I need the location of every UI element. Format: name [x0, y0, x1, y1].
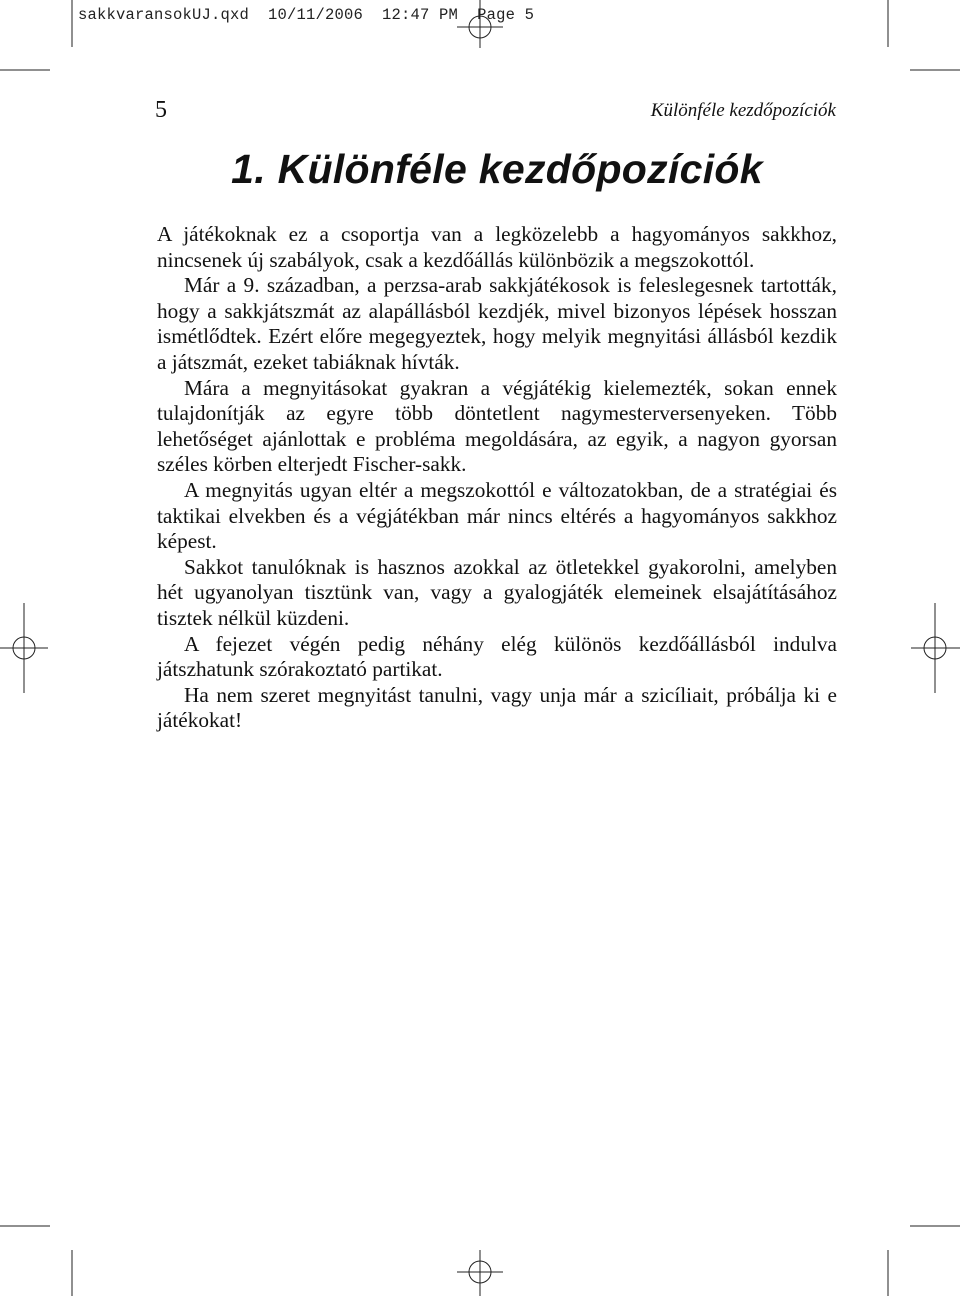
- body-text: [157, 222, 837, 734]
- registration-mark-bottom: [457, 1250, 503, 1296]
- registration-mark-top: [457, 0, 503, 48]
- chapter-title: 1. Különféle kezdőpozíciók: [231, 146, 763, 192]
- paragraph: A játékoknak ez a csoportja van a legközelebb a hagyományos sakkhoz, nincsenek új szabályok, csak a kezdőállás különbözik a megszokottól.: [157, 222, 837, 272]
- paragraph: Ha nem szeret megnyitást tanulni, vagy unja már a szicíliait, próbálja ki e játékokat!: [157, 682, 837, 733]
- page-number: 5: [155, 97, 167, 123]
- running-head: Különféle kezdőpozíciók: [650, 100, 836, 121]
- print-slug-line: sakkvaransokUJ.qxd 10/11/2006 12:47 PM Page 5: [78, 6, 535, 24]
- paragraph: A fejezet végén pedig néhány elég különös kezdőállásból indulva játszhatunk szórakoztató partikat.: [157, 631, 837, 682]
- paragraph: A megnyitás ugyan eltér a megszokottól e változatokban, de a stratégiai és taktikai elvekben és a végjátékban már nincs eltérés a hagyományos sakkhoz képest.: [157, 477, 837, 554]
- paragraph: Mára a megnyitásokat gyakran a végjátékig kielemezték, sokan ennek tulajdonítják az egyre több döntetlent nagymesterversenyeken. Több lehetőséget ajánlottak e probléma megoldására, az egyik, a nagyon gyorsan széles körben elterjedt Fischer-sakk.: [157, 375, 837, 477]
- paragraph: Sakkot tanulóknak is hasznos azokkal az ötletekkel gyakorolni, amelyben hét ugyanolyan tisztünk van, vagy a gyalogjáték elemeinek elsajátításához tisztek nélkül küzdeni.: [157, 554, 837, 630]
- registration-mark-left: [0, 603, 48, 693]
- paragraph: Már a 9. században, a perzsa-arab sakkjátékosok is feleslegesnek tartották, hogy a sakkjátszmát az alapállásból kezdjék, mivel bizonyos lépések hosszan ismétlődtek. Ezért előre megegyeztek, hogy melyik megnyitási állásból kezdik a játszmát, ezeket tabiáknak hívták.: [157, 273, 837, 374]
- registration-mark-right: [911, 603, 960, 693]
